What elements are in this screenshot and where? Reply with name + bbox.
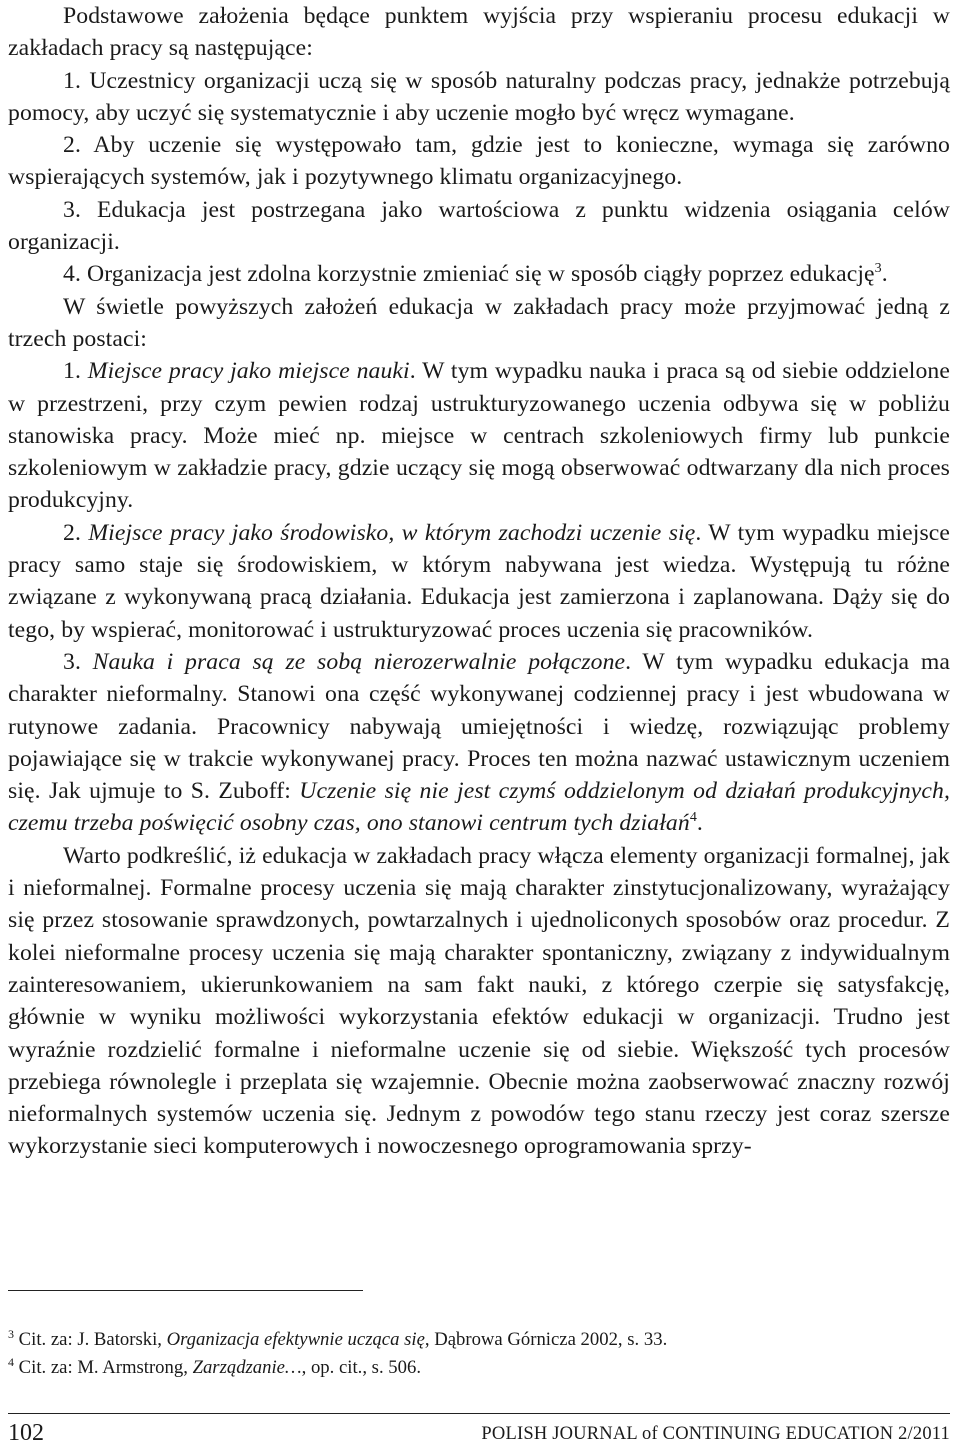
form-2-number: 2. — [63, 519, 81, 546]
footnote-3-mark: 3 — [8, 1327, 14, 1341]
journal-footer: POLISH JOURNAL of CONTINUING EDUCATION 2/2011 — [481, 1424, 950, 1444]
footnote-3 — [8, 1326, 950, 1354]
intro-paragraph: Podstawowe założenia będące punktem wyjścia przy wspieraniu procesu edukacji w zakładach pracy są następujące: — [8, 3, 950, 62]
assumption-2: 2. Aby uczenie się występowało tam, gdzie jest to konieczne, wymaga się zarówno wspierających systemów, jak i pozytywnego klimatu organizacyjnego. — [8, 132, 950, 191]
final-paragraph: Warto podkreślić, iż edukacja w zakładach pracy włącza elementy organizacji formalnej, jak i nieformalnej. Formalne procesy uczenia się mają charakter zinstytucjonalizowany, wyrażający się przez stosowanie sprawdzonych, powtarzalnych i ujednoliconych sposobów oraz procedur. Z kolei nieformalne procesy uczenia się mają charakter spontaniczny, związany z indywidualnym zainteresowaniem, ukierunkowaniem na sam fakt nauki, z którego czerpie się satysfakcję, głównie w wyniku możliwości wykorzystania efektów edukacji w organizacji. Trudno jest wyraźnie rozdzielić formalne i nieformalne uczenie się od siebie. Większość tych procesów przebiega równolegle i przeplata się wzajemnie. Obecnie można zaobserwować znaczny rozwój nieformalnych systemów uczenia się. Jednym z powodów tego stanu rzeczy jest coraz szersze wykorzystanie sieci komputerowych i nowoczesnego oprogramowania sprzy- — [8, 842, 950, 1160]
form-1-number: 1. — [63, 358, 81, 385]
footnote-3-title: Organizacja efektywnie ucząca się — [166, 1329, 425, 1350]
footnote-3-pre: Cit. za: J. Batorski, — [14, 1329, 167, 1350]
footnote-ref-4: 4 — [689, 810, 697, 826]
form-3: 3. Nauka i praca są ze sobą nierozerwalnie połączone. W tym wypadku edukacja ma charakter nieformalny. Stanowi ona część wykonywanej codziennej pracy i jest wbudowana w rutynowe zadania. Pracownicy nabywają umiejętności i wiedzę, rozwiązując problemy pojawiające się w trakcie wykonywanej pracy. Proces ten można nazwać ustawicznym uczeniem się. Jak ujmuje to S. Zuboff: Uczenie się nie jest czymś oddzielonym od działań produkcyjnych, czemu trzeba poświęcić osobny czas, ono stanowi centrum tych działań$^4$. — [8, 648, 950, 837]
footnote-4-pre: Cit. za: M. Armstrong, — [14, 1357, 193, 1378]
assumption-1: 1. Uczestnicy organizacji uczą się w sposób naturalny podczas pracy, jednakże potrzebują pomocy, aby uczyć się systematycznie i aby uczenie mogło być wręcz wymagane. — [8, 67, 950, 126]
form-2 — [8, 517, 950, 646]
footnote-separator — [8, 1290, 363, 1291]
form-3-number: 3. — [63, 648, 81, 675]
forms-intro-paragraph: W świetle powyższych założeń edukacja w zakładach pracy może przyjmować jedną z trzech postaci: — [8, 293, 950, 352]
footnote-4-post: , op. cit., s. 506. — [301, 1357, 421, 1378]
body-text — [8, 0, 950, 1163]
footnote-3-post: , Dąbrowa Górnicza 2002, s. 33. — [424, 1329, 668, 1350]
form-2-title: Miejsce pracy jako środowisko, w którym zachodzi uczenie się — [88, 519, 696, 546]
form-1-title: Miejsce pracy jako miejsce nauki — [87, 358, 410, 385]
footnote-4 — [8, 1354, 950, 1382]
footnote-ref-3: 3 — [874, 261, 882, 277]
form-1-text: . W tym wypadku nauka i praca są od siebie oddzielone w przestrzeni, przy czym pewien rodzaj ustrukturyzowanego uczenia odbywa się w pobliżu stanowiska pracy. Może mieć np. miejsce w centrach szkoleniowych firmy lub punkcie szkoleniowym w zakładzie pracy, gdzie uczący się mogą obserwować odtwarzany dla nich proces produkcyjny. — [8, 358, 950, 514]
form-1 — [8, 355, 950, 516]
footnote-4-title: Zarządzanie… — [192, 1357, 302, 1378]
form-2-text: . W tym wypadku miejsce pracy samo staje się środowiskiem, w którym nabywana jest wiedza. Występują tu różne związane z wykonywaną pracą działania. Edukacja jest zamierzona i zaplanowana. Dąży się do tego, by wspierać, monitorować i ustrukturyzować proces uczenia się pracowników. — [8, 519, 950, 643]
document-page — [8, 0, 950, 1450]
assumption-4: 4. Organizacja jest zdolna korzystnie zmieniać się w sposób ciągły poprzez edukację$^3$. — [63, 261, 888, 288]
footer-separator — [8, 1413, 950, 1414]
form-3-title: Nauka i praca są ze sobą nierozerwalnie połączone — [92, 648, 626, 675]
footnote-4-mark: 4 — [8, 1355, 14, 1369]
zuboff-quote: Uczenie się nie jest czymś oddzielonym od działań produkcyjnych, czemu trzeba poświęcić osobny czas, ono stanowi centrum tych działań — [8, 778, 950, 837]
footnotes — [8, 1326, 950, 1382]
assumption-4-text: 4. Organizacja jest zdolna korzystnie zmieniać się w sposób ciągły poprzez edukację — [63, 261, 875, 288]
assumption-3: 3. Edukacja jest postrzegana jako wartościowa z punktu widzenia osiągania celów organizacji. — [8, 196, 950, 256]
form-3-text: . W tym wypadku edukacja ma charakter nieformalny. Stanowi ona część wykonywanej codziennej pracy i jest wbudowana w rutynowe zadania. Pracownicy nabywają umiejętności i wiedzę, rozwiązując problemy pojawiające się w trakcie wykonywanej pracy. Proces ten można nazwać ustawicznym uczeniem się. Jak ujmuje to S. Zuboff: — [8, 648, 950, 805]
page-number: 102 — [8, 1420, 44, 1446]
